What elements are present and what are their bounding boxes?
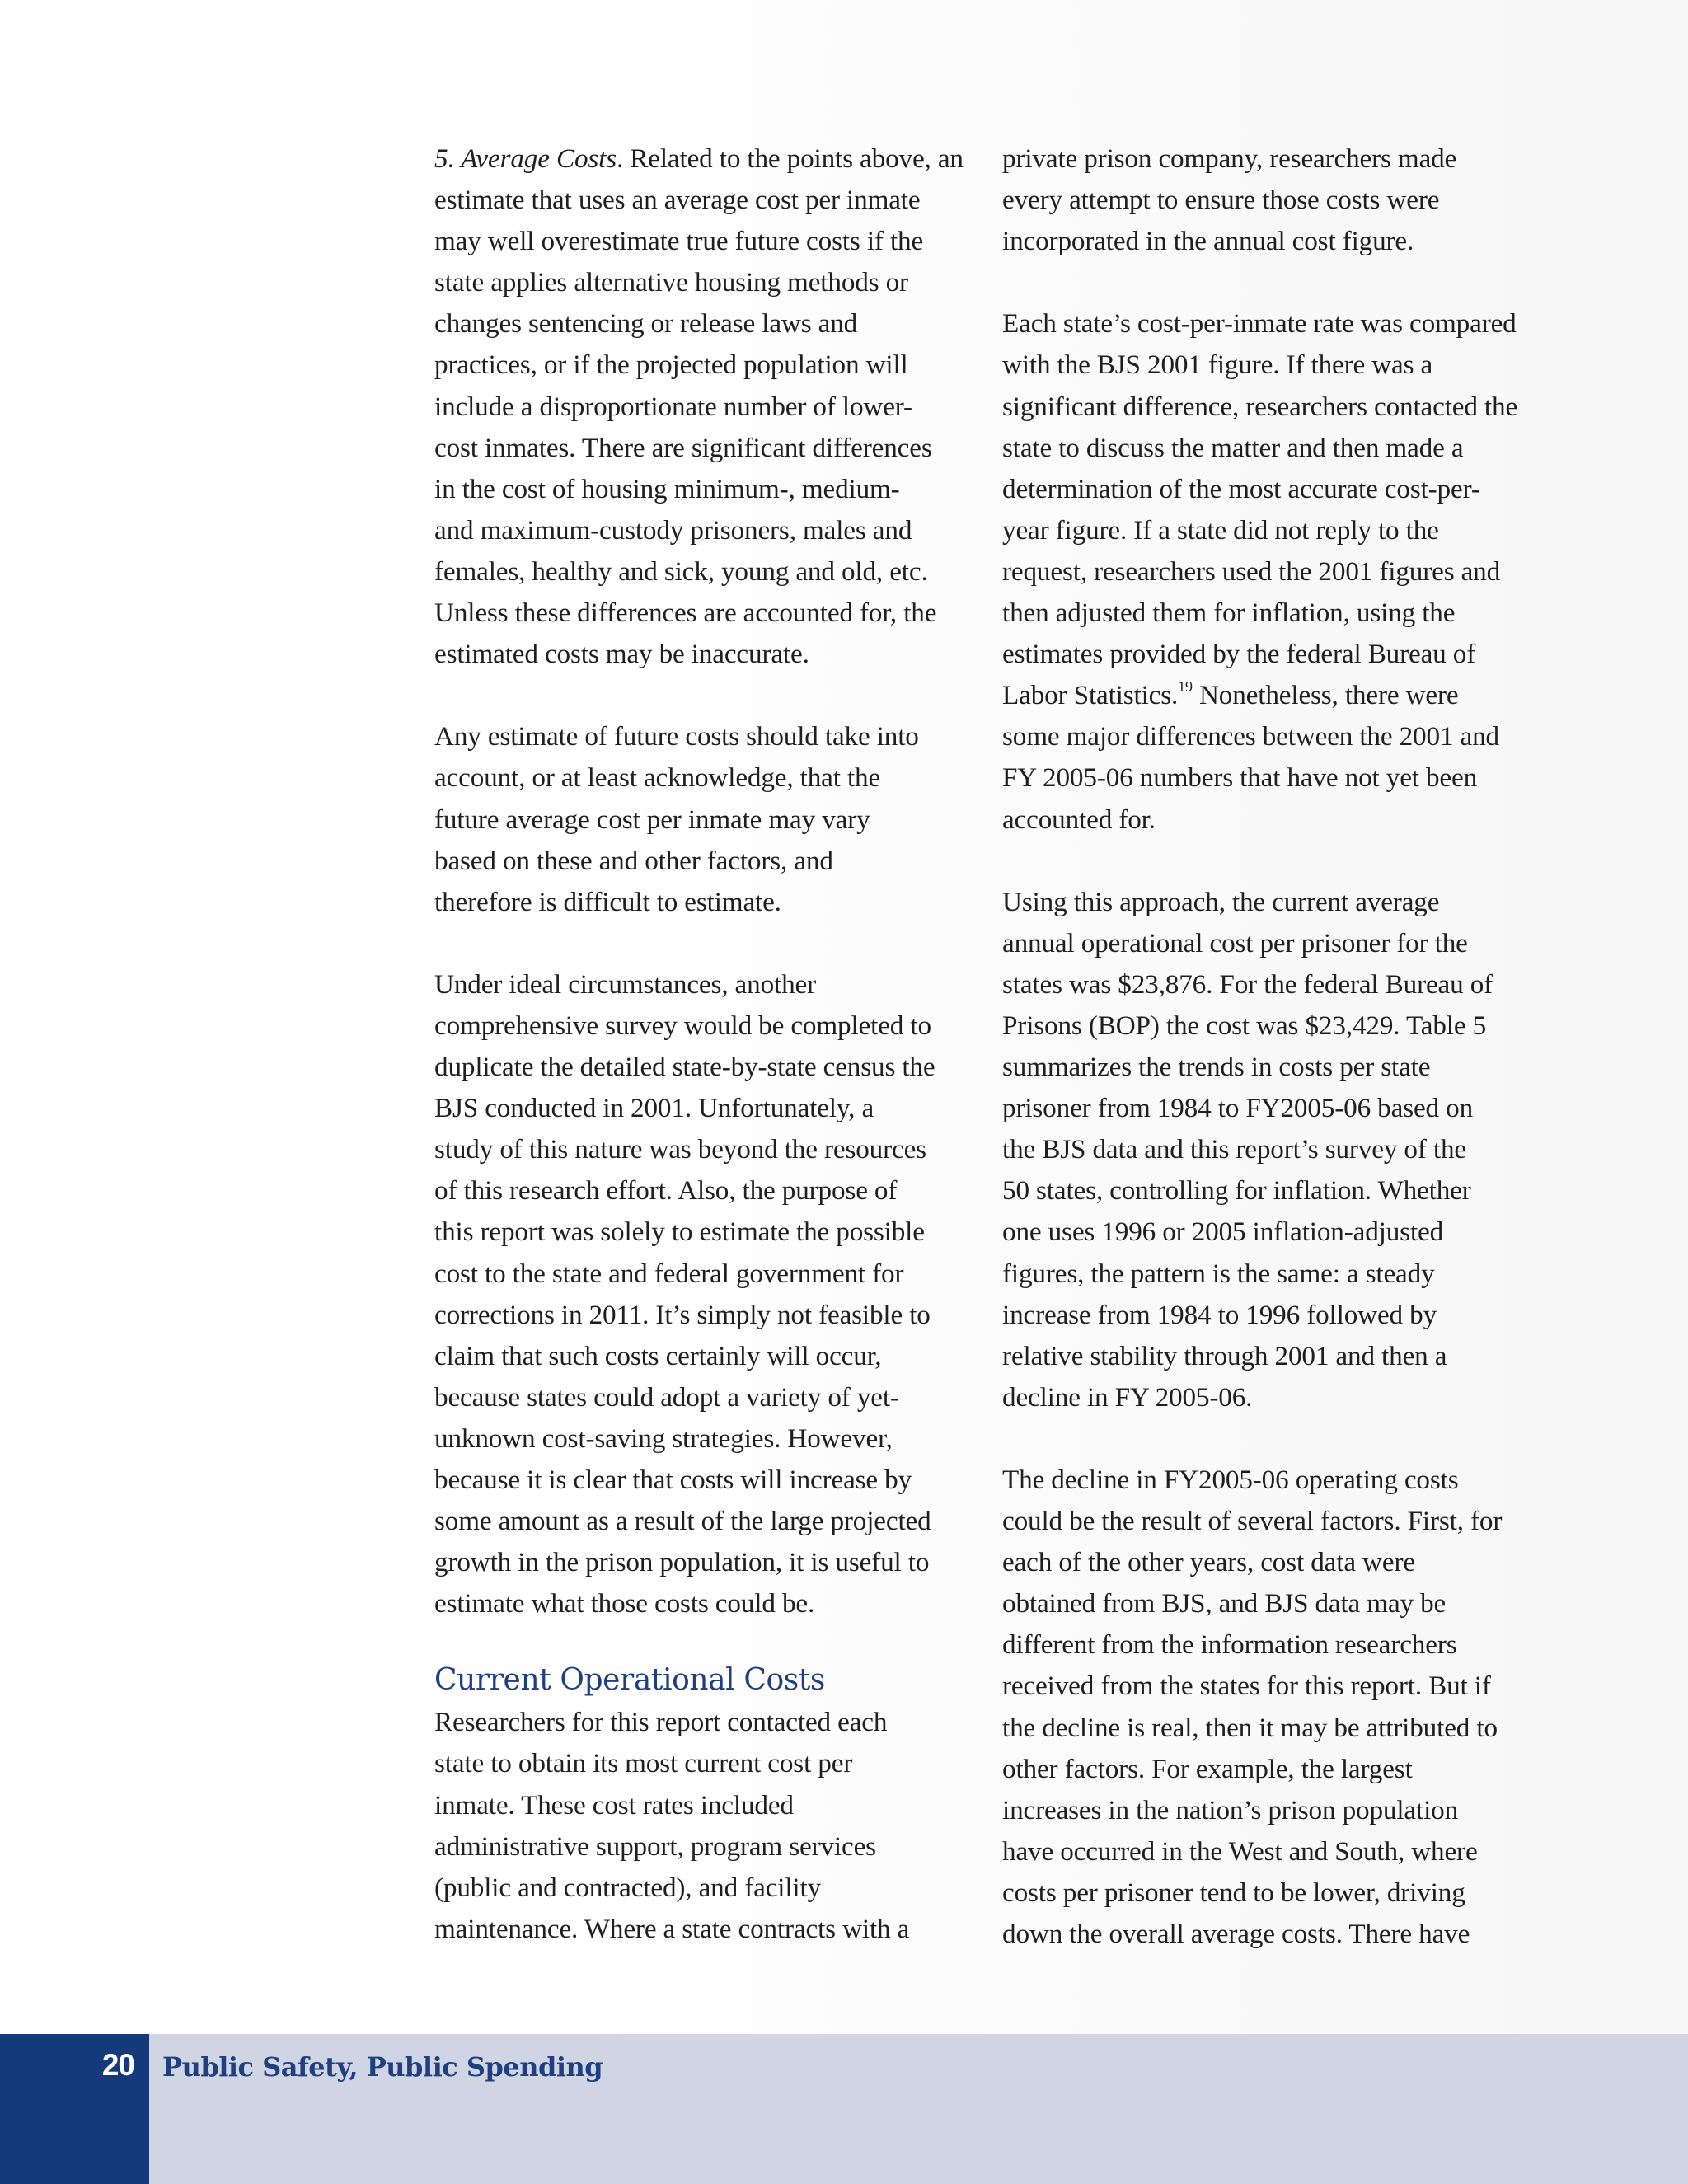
text-line: in the cost of housing minimum-, medium- [434, 473, 900, 504]
text-line: the BJS data and this report’s survey of the [1002, 1134, 1467, 1165]
paragraph-decline [1002, 1460, 1563, 1955]
paragraph-average-costs [434, 138, 978, 675]
footnote-reference[interactable]: 19 [1178, 678, 1193, 696]
text-line: some major differences between the 2001 and [1002, 721, 1499, 752]
text-line: Prisons (BOP) the cost was $23,429. Table 5 [1002, 1010, 1487, 1041]
text-line: because it is clear that costs will increase by [434, 1465, 912, 1495]
paragraph-gap [434, 923, 978, 964]
paragraph-gap [434, 675, 978, 716]
text-line: year figure. If a state did not reply to the [1002, 514, 1439, 546]
text-line: and maximum-custody prisoners, males and [434, 514, 912, 546]
text-line: different from the information researchers [1002, 1629, 1457, 1661]
text-line: increase from 1984 to 1996 followed by [1002, 1299, 1437, 1330]
text-line: estimate what those costs could be. [434, 1588, 815, 1619]
paragraph-current-costs [434, 1702, 978, 1950]
paragraph-approach [1002, 882, 1563, 1418]
paragraph-ideal-circumstances [434, 964, 978, 1625]
text-line: unknown cost-saving strategies. However, [434, 1422, 893, 1454]
text-line: down the overall average costs. There have [1002, 1919, 1470, 1950]
paragraph-private-prison [1002, 138, 1563, 262]
text-line: state to obtain its most current cost per [434, 1748, 853, 1779]
text-line: Any estimate of future costs should take into [434, 721, 919, 752]
text-line: the decline is real, then it may be attributed to [1002, 1712, 1498, 1743]
text-line: state applies alternative housing methods or [434, 267, 908, 298]
paragraph-gap [1002, 1418, 1563, 1460]
text-line: changes sentencing or release laws and [434, 308, 858, 340]
text-line: this report was solely to estimate the possible [434, 1216, 925, 1248]
text-line: every attempt to ensure those costs were [1002, 185, 1440, 216]
text-line: then adjusted them for inflation, using the [1002, 598, 1456, 629]
text-line: Unless these differences are accounted for, the [434, 598, 937, 629]
text-line: estimate that uses an average cost per inmate [434, 185, 921, 216]
text-line: based on these and other factors, and [434, 845, 833, 876]
section-heading: Current Operational Costs [434, 1663, 825, 1698]
text-line: FY 2005-06 numbers that have not yet been [1002, 762, 1478, 794]
paragraph-future-costs [434, 716, 978, 922]
right-column [1002, 138, 1563, 1955]
text-line: obtained from BJS, and BJS data may be [1002, 1588, 1447, 1619]
text-line: BJS conducted in 2001. Unfortunately, a [434, 1093, 874, 1124]
text-line: estimates provided by the federal Bureau of [1002, 639, 1476, 670]
text-line: one uses 1996 or 2005 inflation-adjusted [1002, 1216, 1444, 1248]
paragraph-gap [1002, 841, 1563, 882]
text-line: private prison company, researchers made [1002, 143, 1457, 174]
text-line: of this research effort. Also, the purpose of [434, 1175, 898, 1207]
text-line: significant difference, researchers contacted the [1002, 391, 1518, 422]
text-line: accounted for. [1002, 804, 1156, 835]
paragraph-gap [1002, 262, 1563, 303]
text-line: comprehensive survey would be completed to [434, 1010, 931, 1041]
text-line: some amount as a result of the large projected [434, 1506, 931, 1537]
text-line: annual operational cost per prisoner for the [1002, 927, 1468, 958]
page-number: 20 [101, 2048, 134, 2082]
paragraph-cost-comparison [1002, 303, 1563, 840]
text-line: prisoner from 1984 to FY2005-06 based on [1002, 1093, 1474, 1124]
text-line: The decline in FY2005-06 operating costs [1002, 1465, 1459, 1495]
text-line: have occurred in the West and South, where [1002, 1835, 1478, 1867]
text-line: each of the other years, cost data were [1002, 1547, 1415, 1578]
text-line: with the BJS 2001 figure. If there was a [1002, 349, 1433, 381]
text-line: other factors. For example, the largest [1002, 1753, 1413, 1784]
text-line: Researchers for this report contacted each [434, 1707, 888, 1738]
text-line: incorporated in the annual cost figure. [1002, 226, 1414, 257]
text-line: maintenance. Where a state contracts with a [434, 1913, 910, 1944]
text-line: cost inmates. There are significant differences [434, 432, 932, 463]
text-line: 5. Average Costs. Related to the points above, an [434, 143, 964, 174]
text-line: growth in the prison population, it is useful to [434, 1547, 930, 1578]
text-line: cost to the state and federal government for [434, 1258, 904, 1289]
paragraph-lead-italic: 5. Average Costs [434, 143, 617, 174]
text-line: future average cost per inmate may vary [434, 804, 870, 835]
text-line: include a disproportionate number of lower- [434, 391, 912, 422]
text-line: Each state’s cost-per-inmate rate was compared [1002, 308, 1517, 340]
text-line: Under ideal circumstances, another [434, 968, 817, 1000]
left-column [434, 138, 978, 1950]
text-line: state to discuss the matter and then made a [1002, 432, 1464, 463]
text-line: summarizes the trends in costs per state [1002, 1052, 1431, 1083]
text-line: administrative support, program services [434, 1830, 876, 1862]
text-line: account, or at least acknowledge, that the [434, 762, 881, 794]
text-line: females, healthy and sick, young and old, etc. [434, 555, 928, 587]
text-line: received from the states for this report. But if [1002, 1671, 1491, 1702]
text-line: therefore is difficult to estimate. [434, 886, 781, 917]
text-line: 50 states, controlling for inflation. Whether [1002, 1175, 1471, 1207]
text-line: may well overestimate true future costs if the [434, 226, 924, 257]
text-line: Using this approach, the current average [1002, 886, 1440, 917]
text-line: figures, the pattern is the same: a steady [1002, 1258, 1435, 1289]
text-line: costs per prisoner tend to be lower, driving [1002, 1877, 1465, 1908]
text-line: request, researchers used the 2001 figures and [1002, 555, 1501, 587]
text-line: Labor Statistics.$^{19}$ Nonetheless, there were [1002, 678, 1459, 711]
text-line: because states could adopt a variety of yet- [434, 1381, 899, 1413]
text-line: claim that such costs certainly will occur, [434, 1340, 882, 1371]
text-line: study of this nature was beyond the resources [434, 1134, 926, 1165]
text-line: estimated costs may be inaccurate. [434, 639, 809, 670]
text-line: (public and contracted), and facility [434, 1872, 822, 1903]
text-line: duplicate the detailed state-by-state census the [434, 1052, 935, 1083]
text-line: increases in the nation’s prison population [1002, 1794, 1459, 1825]
publication-title: Public Safety, Public Spending [162, 2051, 603, 2083]
text-line: decline in FY 2005-06. [1002, 1381, 1253, 1413]
text-line: corrections in 2011. It’s simply not feasible to [434, 1299, 931, 1330]
text-line: relative stability through 2001 and then a [1002, 1340, 1447, 1371]
paragraph-gap [434, 1624, 978, 1657]
text-line: states was $23,876. For the federal Bureau of [1002, 968, 1493, 1000]
text-line: could be the result of several factors. First, for [1002, 1506, 1503, 1537]
text-line: inmate. These cost rates included [434, 1789, 794, 1821]
text-line: practices, or if the projected population will [434, 349, 908, 381]
text-line: determination of the most accurate cost-per- [1002, 473, 1480, 504]
